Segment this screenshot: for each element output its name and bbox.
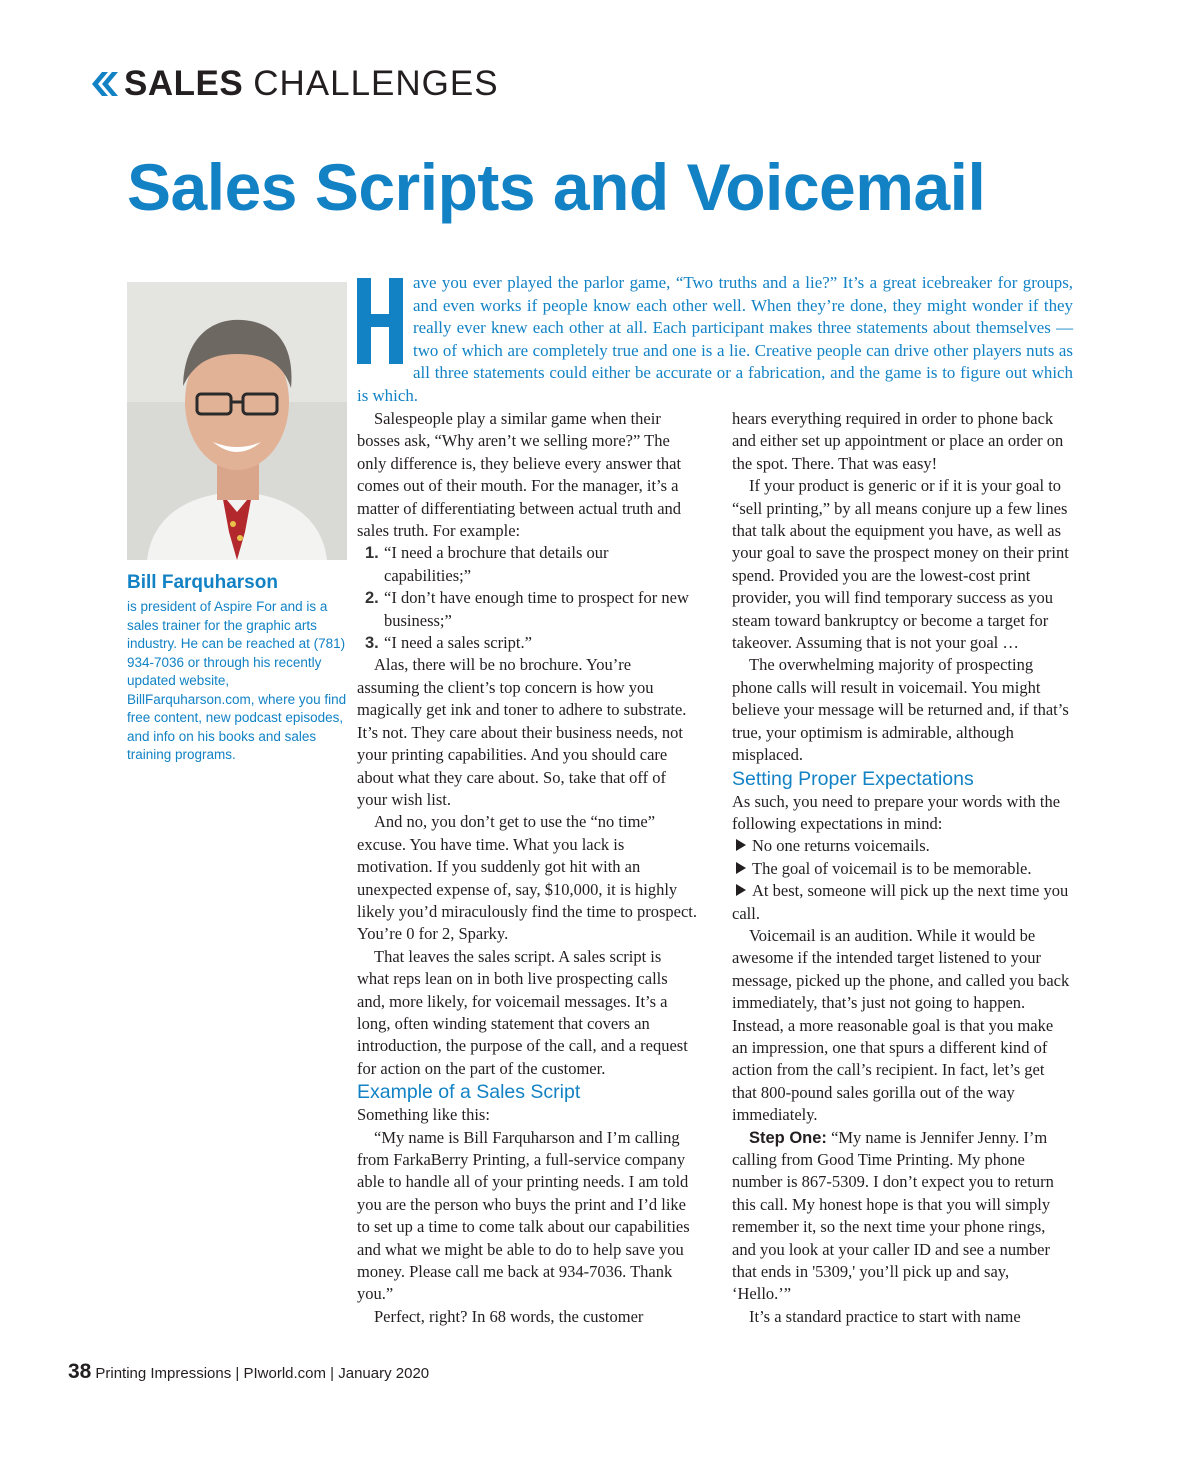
author-name: Bill Farquharson — [127, 572, 278, 593]
paragraph: Something like this: — [357, 1105, 490, 1125]
page-number: 38 — [68, 1360, 92, 1383]
list-number: 2. — [365, 589, 379, 608]
column-2 — [732, 408, 1072, 1328]
subhead: Example of a Sales Script — [357, 1081, 581, 1104]
section-header — [88, 62, 499, 106]
paragraph: Perfect, right? In 68 words, the customer — [374, 1306, 644, 1326]
list-item — [357, 632, 697, 654]
bullet-item — [732, 835, 1072, 857]
author-bio: is president of Aspire For and is a sales trainer for the graphic arts industry. He can be reached at (781) 934-7036 or through his recently updated website, BillFarquharson.com, where you find free content, new podcast episodes, and info on his books and sales training programs. — [127, 599, 347, 762]
footer-text: Printing Impressions | PIworld.com | January 2020 — [95, 1365, 430, 1382]
section-label-bold: SALES — [124, 64, 244, 103]
paragraph: As such, you need to prepare your words with the following expectations in mind: — [732, 791, 1061, 833]
section-label-light: CHALLENGES — [253, 64, 499, 103]
list-item — [357, 587, 697, 632]
paragraph: Alas, there will be no brochure. You’re assuming the client’s top concern is how you magically get ink and toner to adhere to substrate. It’s not. They care about their business needs, not your printing capabilities. And you should care about what they care about. So, take that off of your wish list. — [357, 655, 687, 809]
step-label: Step One: — [749, 1128, 827, 1147]
triangle-bullet-icon — [736, 884, 746, 896]
page-footer — [68, 1360, 429, 1384]
bullet-list — [732, 835, 1072, 925]
bullet-text: At best, someone will pick up the next time you call. — [732, 881, 1069, 923]
dropcap — [357, 278, 403, 364]
numbered-list — [357, 542, 697, 654]
list-item-text: “I don’t have enough time to prospect for new business;” — [384, 588, 689, 630]
paragraph: If your product is generic or if it is your goal to “sell printing,” by all means conjure up a few lines that talk about the equipment you have, as well as your goal to save the prospect money on their print spend. Provided you are the lowest-cost print provider, you will find temporary success as you steam toward bankruptcy or become a target for takeover. Assuming that is not your goal … — [732, 476, 1069, 653]
subhead: Setting Proper Expectations — [732, 767, 974, 790]
paragraph: The overwhelming majority of prospecting phone calls will result in voicemail. You might believe your message will be returned and, if that’s true, your optimism is admirable, although misplaced. — [732, 655, 1069, 765]
list-number: 3. — [365, 634, 379, 653]
list-item — [357, 542, 697, 587]
bullet-text: No one returns voicemails. — [752, 836, 930, 856]
paragraph — [732, 1127, 1072, 1306]
list-number: 1. — [365, 544, 379, 563]
triangle-bullet-icon — [736, 839, 746, 851]
step-text: “My name is Jennifer Jenny. I’m calling from Good Time Printing. My phone number is 867-5309. I don’t expect you to return this call. My honest hope is that you will simply remember it, so the next time your phone rings, and you look at your caller ID and see a number that ends in '5309,' you’ll pick up and say, ‘Hello.’” — [732, 1127, 1054, 1304]
column-1 — [357, 408, 697, 1328]
bullet-item — [732, 880, 1072, 925]
intro-paragraph — [357, 272, 1073, 407]
triangle-bullet-icon — [736, 862, 746, 874]
bullet-text: The goal of voicemail is to be memorable. — [752, 858, 1032, 878]
list-item-text: “I need a sales script.” — [384, 633, 532, 653]
paragraph: “My name is Bill Farquharson and I’m calling from FarkaBerry Printing, a full-service company able to handle all of your printing needs. I am told you are the person who buys the print and I’d like to set up a time to come talk about our capabilities and what we might be able to do to help save you money. Please call me back at 934-7036. Thank you.” — [357, 1127, 690, 1304]
paragraph: That leaves the sales script. A sales script is what reps lean on in both live prospecting calls and, more likely, for voicemail messages. It’s a long, often winding statement that covers an introduction, the purpose of the call, and a request for action on the part of the customer. — [357, 946, 688, 1078]
intro-text: ave you ever played the parlor game, “Two truths and a lie?” It’s a great icebreaker for groups, and even works if people know each other well. When they’re done, they might wonder if they really ever knew each other at all. Each participant makes three statements about themselves — two of which are completely true and one is a lie. Creative people can drive other players nuts as all three statements could either be accurate or a fabrication, and the game is to figure out which is which. — [357, 273, 1073, 405]
bullet-item — [732, 858, 1072, 880]
paragraph: Salespeople play a similar game when their bosses ask, “Why aren’t we selling more?” The only difference is, they believe every answer that comes out of their mouth. For the manager, it’s a matter of differentiating between actual truth and sales truth. For example: — [357, 409, 682, 541]
paragraph: hears everything required in order to phone back and either set up appointment or place an order on the spot. There. That was easy! — [732, 409, 1064, 473]
paragraph: And no, you don’t get to use the “no time” excuse. You have time. What you lack is motivation. If you suddenly got hit with an unexpected expense of, say, $10,000, it is highly likely you’d miraculously find the time to prospect. You’re 0 for 2, Sparky. — [357, 812, 698, 944]
list-item-text: “I need a brochure that details our capabilities;” — [384, 543, 609, 585]
paragraph: It’s a standard practice to start with name — [749, 1306, 1021, 1326]
paragraph: Voicemail is an audition. While it would be awesome if the intended target listened to your message, picked up the phone, and called you back immediately, that’s just not going to happen. Instead, a more reasonable goal is that you make an impression, one that spurs a different kind of action from the call’s recipient. In fact, let’s get that 800-pound sales gorilla out of the way immediately. — [732, 925, 1070, 1125]
article-headline: Sales Scripts and Voicemail — [127, 150, 986, 224]
author-photo — [127, 282, 347, 560]
double-chevron-left-icon — [88, 69, 118, 99]
